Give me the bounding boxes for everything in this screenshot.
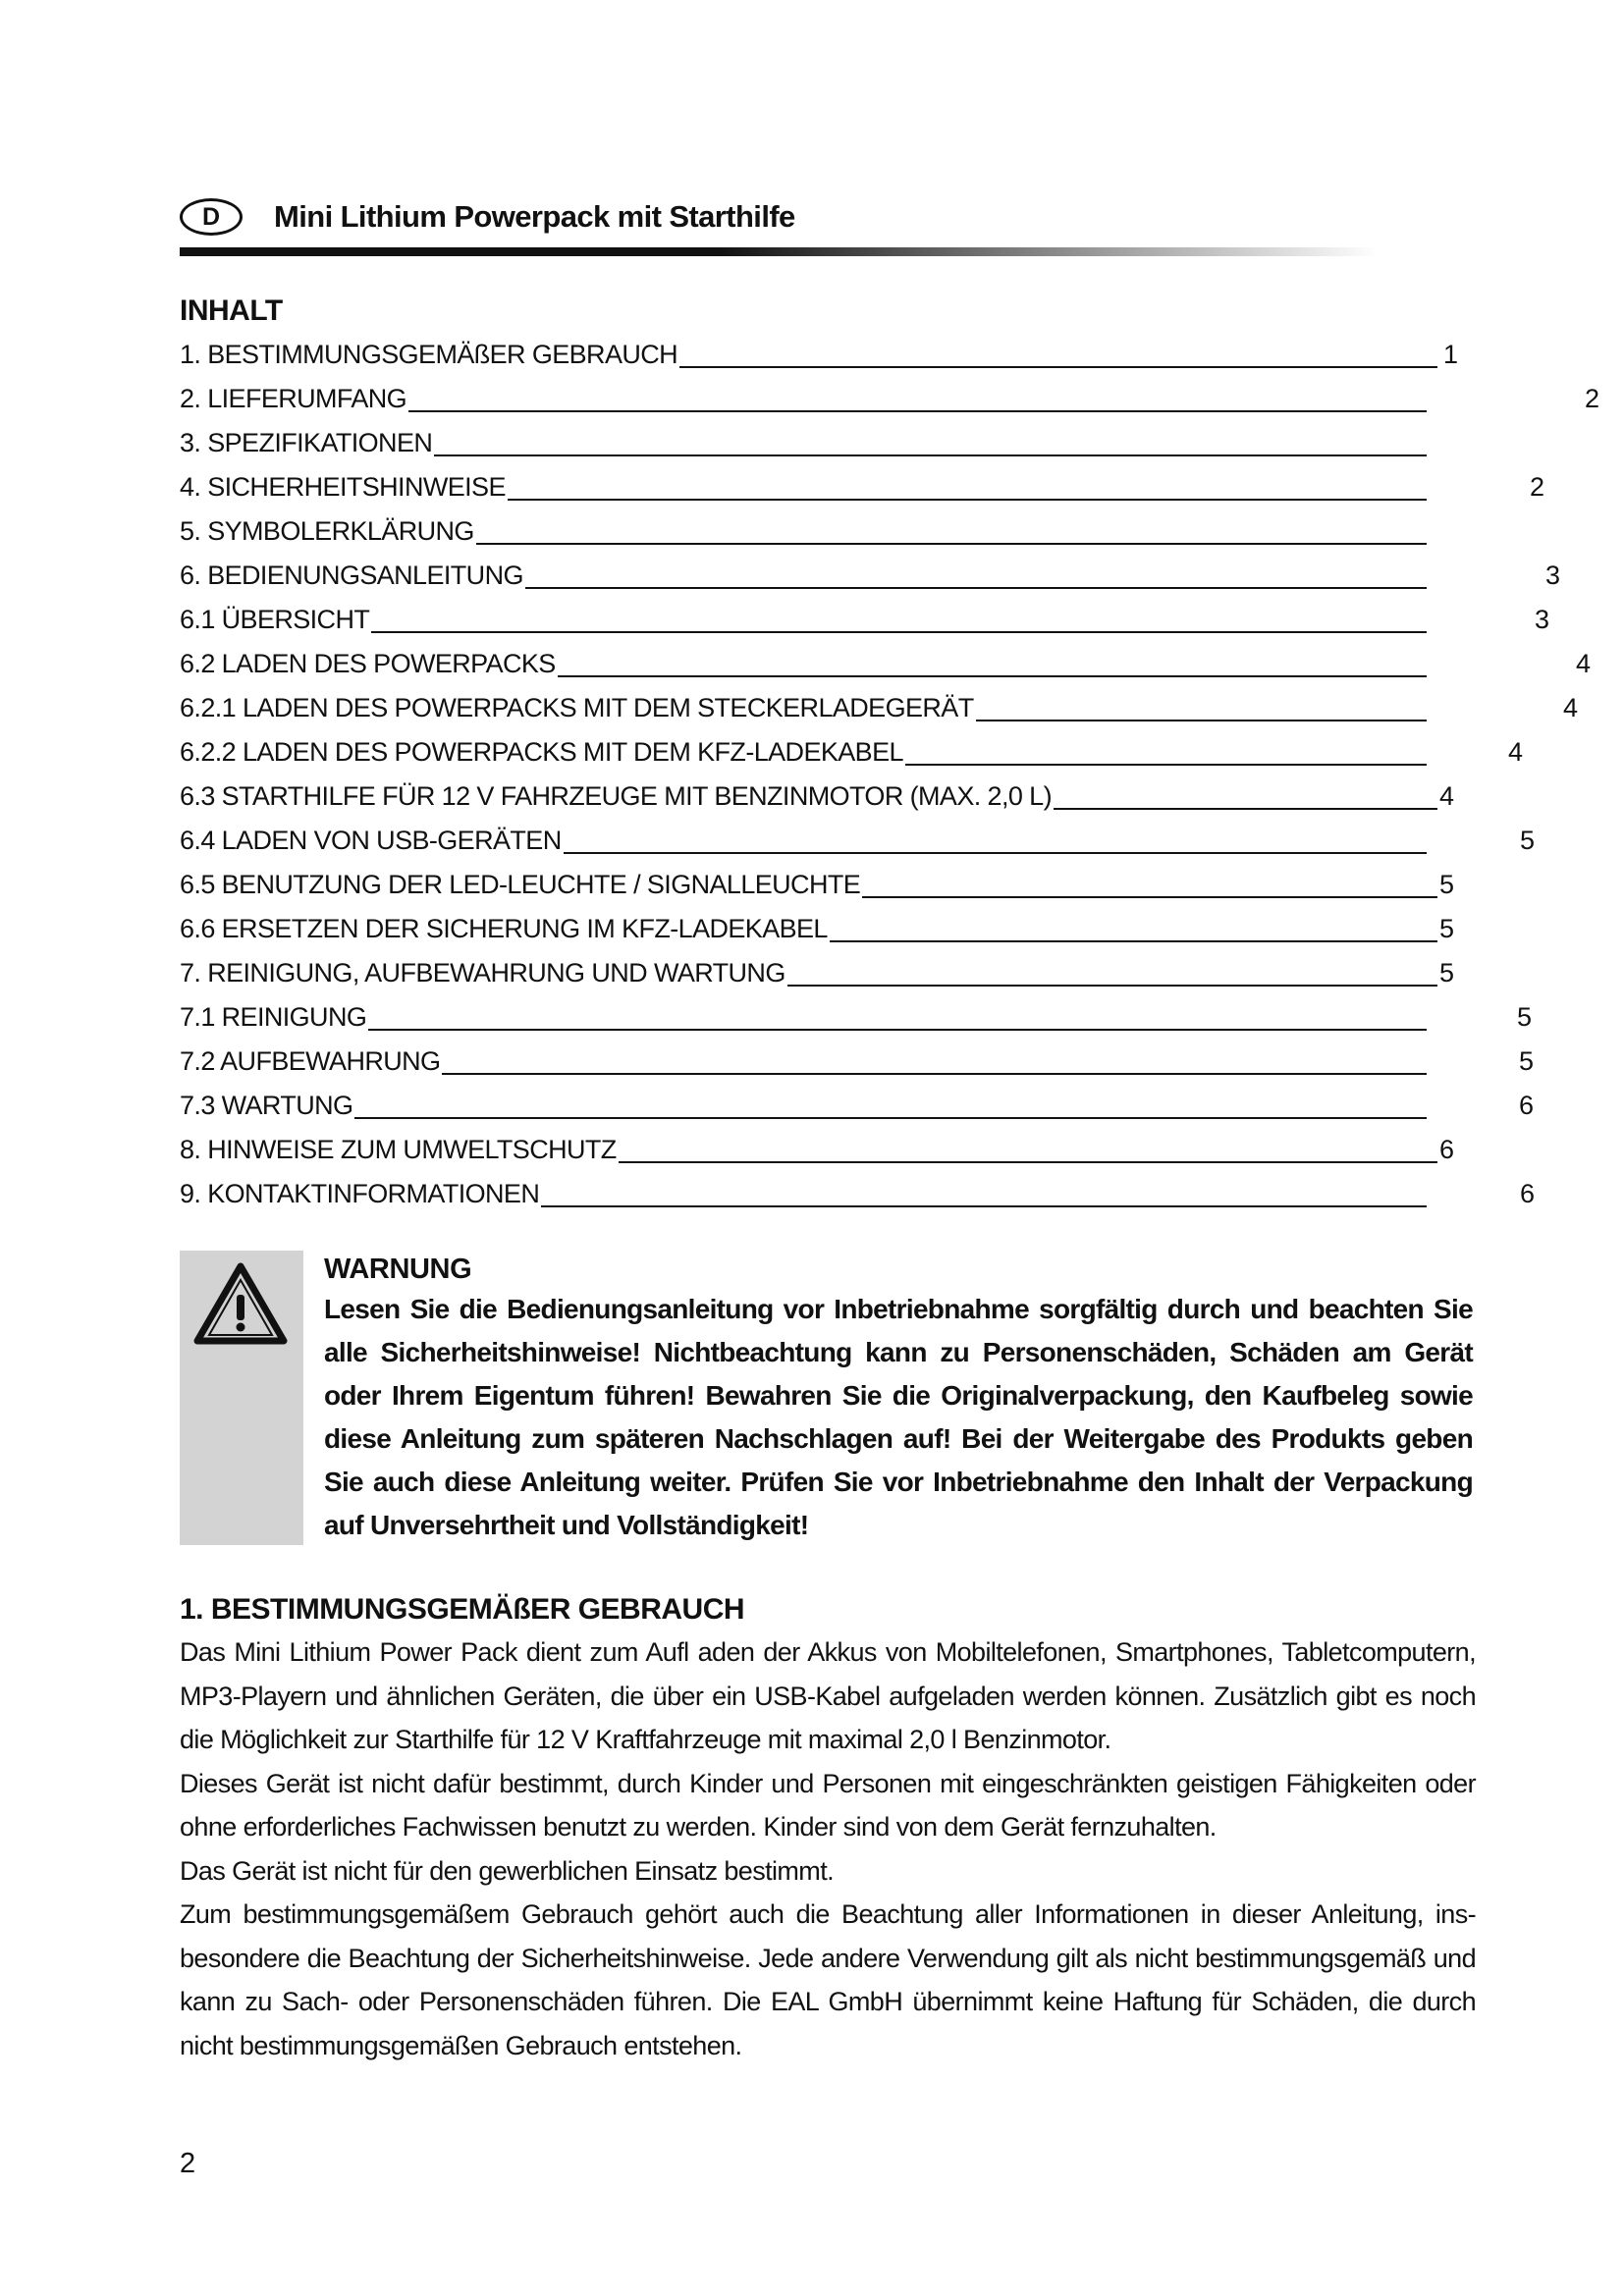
toc-entry[interactable]	[180, 1039, 1603, 1083]
toc-entry-label: 1. BESTIMMUNGSGEMÄßER GEBRAUCH	[180, 340, 678, 369]
toc-entry[interactable]	[180, 597, 1603, 641]
document-title: Mini Lithium Powerpack mit Starthilfe	[274, 199, 795, 234]
toc-entry-page: 6	[1519, 1091, 1535, 1120]
toc-entry-label: 6.5 BENUTZUNG DER LED-LEUCHTE / SIGNALLEUCHTE	[180, 870, 861, 899]
toc-entry-label: 6.1 ÜBERSICHT	[180, 605, 370, 634]
toc-entry-page: 6	[1439, 1135, 1455, 1164]
toc-entry-page: 6	[1520, 1179, 1536, 1208]
warning-notice	[180, 1251, 1476, 1545]
warning-icon-panel	[180, 1251, 303, 1545]
toc-entry-page: 5	[1439, 958, 1455, 988]
toc-entry-label: 7. REINIGUNG, AUFBEWAHRUNG UND WARTUNG	[180, 958, 785, 988]
toc-entry[interactable]	[180, 1083, 1603, 1127]
warning-body: Lesen Sie die Bedienungsanleitung vor Inbetriebnahme sorgfältig durch und beachten Sie alle Sicherheitshinweise! Nichtbeachtung kann zu Personenschäden, Schäden am Gerät oder Ihrem Eigentum führen! Bewahren Sie die Originalverpackung, den Kaufbeleg sowie diese Anleitung zum späteren Nachschlagen auf! Bei der Weitergabe des Produkts geben Sie auch diese Anleitung weiter. Prüfen Sie vor Inbetriebnahme den Inhalt der Verpackung auf Unversehrtheit und Vollständigkeit!	[324, 1294, 1473, 1540]
toc-entry-page: 5	[1520, 826, 1536, 855]
toc-leader-line	[180, 1117, 1427, 1119]
toc-entry-label: 6.4 LADEN VON USB-GERÄTEN	[180, 826, 562, 855]
toc-entry-page: 2	[1585, 384, 1600, 413]
warning-triangle-icon	[193, 1262, 288, 1347]
toc-entry-page: 5	[1517, 1002, 1533, 1032]
toc-entry-page: 3	[1545, 561, 1561, 590]
language-badge: D	[180, 198, 243, 236]
toc-entry-label: 7.3 WARTUNG	[180, 1091, 353, 1120]
toc-entry[interactable]	[180, 774, 1603, 818]
toc-entry-label: 6.6 ERSETZEN DER SICHERUNG IM KFZ-LADEKABEL	[180, 914, 828, 943]
toc-entry[interactable]	[180, 553, 1603, 597]
toc-entry[interactable]	[180, 1171, 1603, 1215]
section-paragraph: Dieses Gerät ist nicht dafür bestimmt, durch Kinder und Personen mit eingeschränkten geistigen Fähigkeiten oder ohne erforderliches Fachwissen benutzt zu werden. Kinder sind von dem Gerät fernzuhalten.	[180, 1768, 1476, 1842]
toc-entry[interactable]	[180, 332, 1603, 376]
title-underline	[180, 247, 1378, 256]
section-intended-use	[180, 1589, 1476, 2067]
toc-entry[interactable]	[180, 508, 1603, 553]
toc-entry[interactable]	[180, 994, 1603, 1039]
toc-entry[interactable]	[180, 1127, 1603, 1171]
toc-entry[interactable]	[180, 729, 1603, 774]
toc-entry-label: 8. HINWEISE ZUM UMWELTSCHUTZ	[180, 1135, 617, 1164]
toc-entry[interactable]	[180, 464, 1603, 508]
section-paragraph: Das Gerät ist nicht für den gewerblichen Einsatz bestimmt.	[180, 1855, 835, 1886]
page-header	[180, 198, 1378, 257]
toc-entry-page: 4	[1439, 781, 1455, 811]
toc-entry[interactable]	[180, 906, 1603, 950]
toc-entry-page: 1	[1443, 340, 1459, 369]
toc-entry-label: 6.2 LADEN DES POWERPACKS	[180, 649, 556, 678]
toc-entry-label: 6.2.1 LADEN DES POWERPACKS MIT DEM STECKERLADEGERÄT	[180, 693, 974, 722]
toc-entry[interactable]	[180, 862, 1603, 906]
warning-title: WARNUNG	[324, 1254, 472, 1285]
toc-entry[interactable]	[180, 818, 1603, 862]
toc-entry[interactable]	[180, 641, 1603, 685]
toc-entry-page: 5	[1439, 914, 1455, 943]
toc-entry-label: 6. BEDIENUNGSANLEITUNG	[180, 561, 523, 590]
toc-entry-label: 4. SICHERHEITSHINWEISE	[180, 472, 506, 502]
toc-entry-page: 5	[1519, 1046, 1535, 1076]
toc-entry-label: 2. LIEFERUMFANG	[180, 384, 407, 413]
toc-entry[interactable]	[180, 685, 1603, 729]
toc-entry-page: 5	[1439, 870, 1455, 899]
section-paragraph: Das Mini Lithium Power Pack dient zum Aufl aden der Akkus von Mobiltelefonen, Smartphones, Tabletcomputern, MP3-Playern und ähnlichen Geräten, die über ein USB-Kabel aufgeladen werden können. Zusätzlich gibt es noch die Möglichkeit zur Starthilfe für 12 V Kraftfahrzeuge mit maximal 2,0 l Benzinmotor.	[180, 1637, 1476, 1754]
toc-entry-page: 4	[1576, 649, 1592, 678]
section-title: 1. BESTIMMUNGSGEMÄßER GEBRAUCH	[180, 1593, 745, 1626]
toc-entry[interactable]	[180, 376, 1603, 420]
toc-entry-label: 5. SYMBOLERKLÄRUNG	[180, 516, 474, 546]
toc-entry-label: 6.3 STARTHILFE FÜR 12 V FAHRZEUGE MIT BENZINMOTOR (MAX. 2,0 L)	[180, 781, 1052, 811]
section-paragraph: Zum bestimmungsgemäßem Gebrauch gehört auch die Beachtung aller Informationen in dieser Anleitung, ins-besondere die Beachtung der Sicherheitshinweise. Jede andere Verwendung gilt als nicht bestimmungsgemäß und kann zu Sach- oder Personenschäden führen. Die EAL GmbH übernimmt keine Haftung für Schäden, die durch nicht bestimmungsgemäßen Gebrauch entstehen.	[180, 1899, 1476, 2060]
page-number: 2	[180, 2148, 196, 2179]
toc-entry-label: 9. KONTAKTINFORMATIONEN	[180, 1179, 540, 1208]
toc-entry[interactable]	[180, 420, 1603, 464]
warning-text-block	[324, 1251, 1473, 1547]
toc-entry-page: 4	[1563, 693, 1579, 722]
toc-entry-page: 4	[1508, 737, 1524, 767]
toc-entry-page: 2	[1530, 472, 1545, 502]
toc-entry-page: 3	[1535, 605, 1550, 634]
table-of-contents	[180, 291, 1603, 1215]
toc-entry-label: 7.1 REINIGUNG	[180, 1002, 367, 1032]
toc-entry-label: 7.2 AUFBEWAHRUNG	[180, 1046, 441, 1076]
toc-entry[interactable]	[180, 950, 1603, 994]
toc-entry-label: 6.2.2 LADEN DES POWERPACKS MIT DEM KFZ-LADEKABEL	[180, 737, 903, 767]
toc-heading: INHALT	[180, 294, 283, 327]
toc-entry-label: 3. SPEZIFIKATIONEN	[180, 428, 433, 457]
